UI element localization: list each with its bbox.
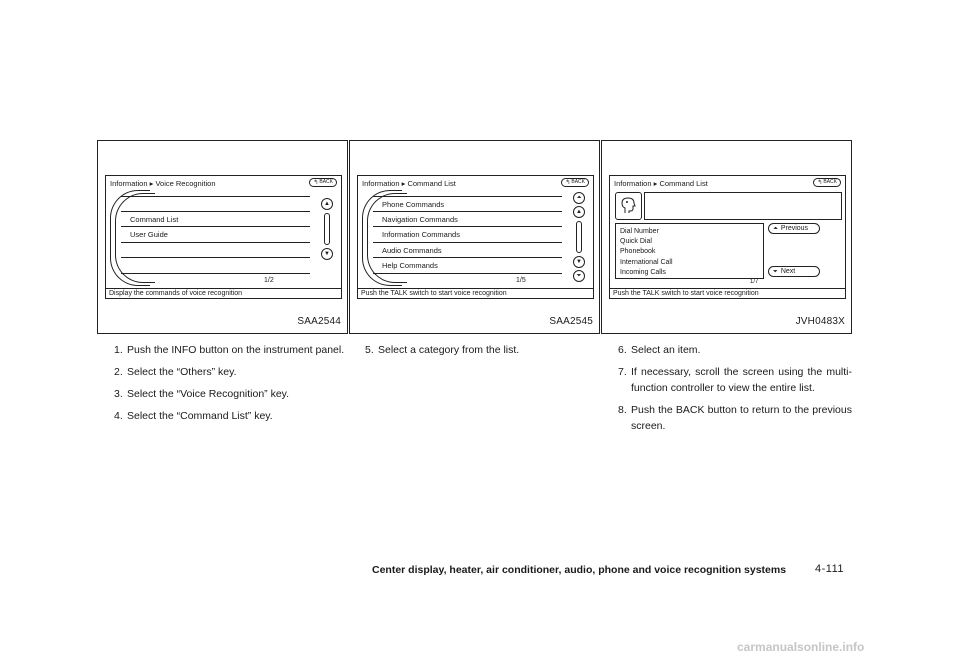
list-item[interactable]: Audio Commands: [373, 243, 562, 259]
screen-footer: Push the TALK switch to start voice recognition: [610, 288, 845, 298]
list-frame: [362, 190, 562, 286]
list-item[interactable]: Phone Commands: [373, 196, 562, 212]
next-button[interactable]: [768, 266, 820, 277]
page-up-icon[interactable]: ⏶: [573, 192, 585, 204]
command-item-list: [615, 223, 764, 279]
back-label: BACK: [823, 179, 837, 185]
previous-button[interactable]: [768, 223, 820, 234]
list-item[interactable]: Dial Number: [620, 228, 659, 235]
display-screen: [609, 175, 846, 299]
figure-voice-recognition-menu: [97, 140, 348, 334]
screen-title: Information ▸ Command List: [362, 179, 456, 188]
scroll-up-icon[interactable]: ▲: [321, 198, 333, 210]
page-count: 1/7: [750, 279, 759, 285]
category-list: [373, 196, 562, 274]
list-item[interactable]: Help Commands: [373, 258, 562, 274]
back-arrow-icon: ↰: [313, 179, 319, 186]
step-item: 1. Push the INFO button on the instrument panel.: [114, 344, 345, 356]
step-item: 3. Select the “Voice Recognition” key.: [114, 388, 290, 400]
speaker-head-icon: [619, 196, 639, 216]
voice-prompt-box: [615, 192, 642, 220]
scroll-up-icon[interactable]: ▲: [573, 206, 585, 218]
page-down-icon[interactable]: ⏷: [573, 270, 585, 282]
step-item: 7. If necessary, scroll the screen using the multi-function controller to view the entire list.: [618, 366, 852, 394]
list-item[interactable]: Navigation Commands: [373, 212, 562, 228]
section-title: Center display, heater, air conditioner, audio, phone and voice recognition systems: [372, 564, 787, 576]
screen-footer: Display the commands of voice recognition: [106, 288, 341, 298]
back-button[interactable]: [561, 178, 589, 187]
list-item[interactable]: Command List: [121, 212, 310, 228]
list-item[interactable]: [121, 258, 310, 274]
menu-list: [121, 196, 310, 274]
list-item[interactable]: User Guide: [121, 227, 310, 243]
back-arrow-icon: ↰: [817, 179, 823, 186]
screen-footer: Push the TALK switch to start voice recognition: [358, 288, 593, 298]
page-count: 1/5: [516, 277, 526, 284]
next-label: Next: [780, 268, 796, 275]
list-item[interactable]: Phonebook: [620, 248, 656, 256]
scroll-down-icon[interactable]: ▼: [321, 248, 333, 260]
figure-code: SAA2544: [297, 316, 341, 327]
scroll-controls: [320, 198, 334, 276]
previous-label: Previous: [780, 225, 809, 232]
caption-steps-6-8: [618, 342, 852, 440]
page-count: 1/2: [264, 277, 274, 284]
back-label: BACK: [319, 179, 333, 185]
list-item[interactable]: Information Commands: [373, 227, 562, 243]
step-item: 5. Select a category from the list.: [365, 344, 520, 356]
display-screen: [357, 175, 594, 299]
recognition-display-box: [644, 192, 842, 220]
back-label: BACK: [571, 179, 585, 185]
list-item[interactable]: [121, 196, 310, 212]
step-item: 4. Select the “Command List” key.: [114, 410, 273, 422]
screen-title: Information ▸ Voice Recognition: [110, 179, 216, 188]
caption-step-5: [365, 342, 598, 364]
screen-title: Information ▸ Command List: [614, 179, 708, 188]
figure-code: JVH0483X: [795, 316, 845, 327]
display-screen: [105, 175, 342, 299]
step-item: 8. Push the BACK button to return to the previous screen.: [618, 404, 852, 432]
back-button[interactable]: [309, 178, 337, 187]
back-arrow-icon: ↰: [565, 179, 571, 186]
back-button[interactable]: [813, 178, 841, 187]
list-frame: [110, 190, 310, 286]
list-item[interactable]: Incoming Calls: [620, 268, 666, 276]
double-up-icon: ⏶: [773, 226, 778, 232]
figure-command-list-categories: [349, 140, 600, 334]
scrollbar[interactable]: [324, 213, 330, 245]
list-item[interactable]: International Call: [620, 258, 673, 266]
figure-code: SAA2545: [549, 316, 593, 327]
list-item[interactable]: [121, 243, 310, 259]
scroll-down-icon[interactable]: ▼: [573, 256, 585, 268]
figure-command-list-items: [601, 140, 852, 334]
step-item: 6. Select an item.: [618, 344, 701, 356]
caption-steps-1-4: [114, 342, 347, 430]
double-down-icon: ⏷: [773, 269, 778, 275]
page-number: 4-111: [815, 563, 845, 575]
scroll-controls: [572, 192, 586, 284]
scrollbar[interactable]: [576, 221, 582, 253]
watermark: carmanualsonline.info: [737, 640, 865, 654]
list-item[interactable]: Quick Dial: [620, 238, 652, 246]
step-item: 2. Select the “Others” key.: [114, 366, 237, 378]
